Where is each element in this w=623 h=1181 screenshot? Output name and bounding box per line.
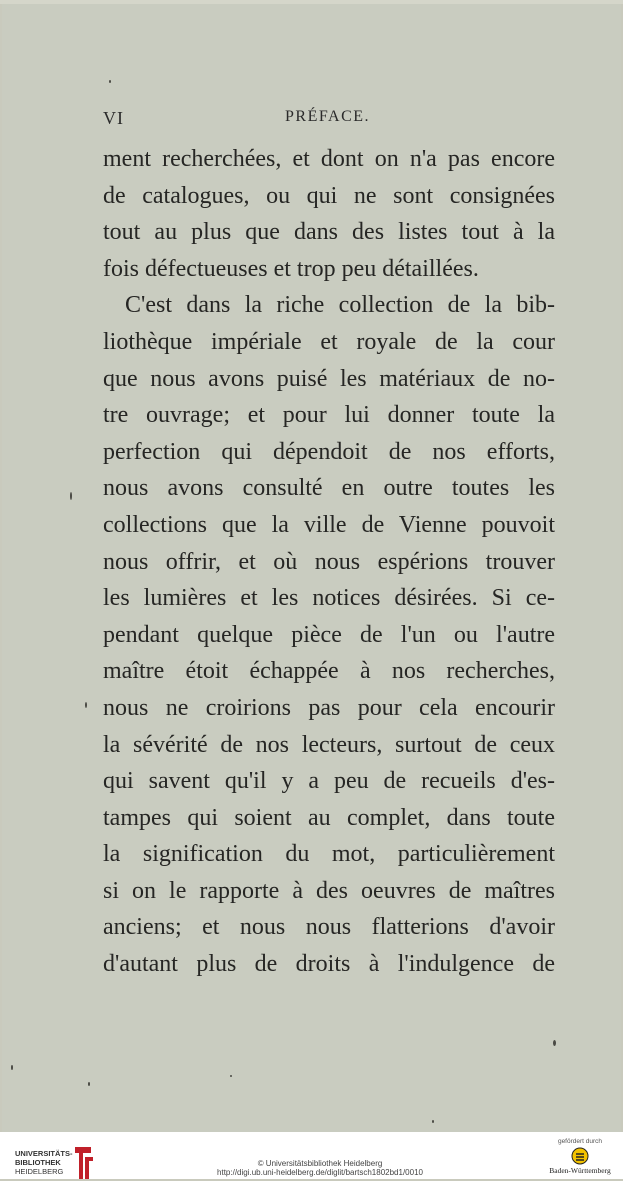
text-line: les lumières et les notices désirées. Si ce- <box>103 585 555 612</box>
library-name-line: BIBLIOTHEK <box>15 1158 61 1167</box>
source-url[interactable]: http://digi.ub.uni-heidelberg.de/diglit/bartsch1802bd1/0010 <box>217 1168 423 1177</box>
text-line: maître étoit échappée à nos recherches, <box>103 658 555 685</box>
footer-bar <box>0 1132 623 1179</box>
text-line: ment recherchées, et dont on n'a pas encore <box>103 146 555 172</box>
text-line: la signification du mot, particulièrement <box>103 841 555 868</box>
funder-name: Baden-Württemberg <box>549 1166 611 1175</box>
text-line: perfection qui dépendoit de nos efforts, <box>103 438 555 465</box>
text-line: collections que la ville de Vienne pouvoit <box>103 511 555 538</box>
body-text <box>103 141 555 983</box>
text-line: de catalogues, ou qui ne sont consignées <box>103 182 555 209</box>
text-line: d'autant plus de droits à l'indulgence de <box>103 951 555 978</box>
text-line: liothèque impériale et royale de la cour <box>103 328 555 355</box>
library-logo[interactable] <box>7 1141 97 1175</box>
text-line: nous ne croirions pas pour cela encourir <box>103 694 555 721</box>
text-line: pendant quelque pièce de l'un ou l'autre <box>103 621 555 648</box>
page-number: VI <box>103 108 124 128</box>
text-line: fois défectueuses et trop peu détaillées. <box>103 255 479 282</box>
text-line: qui savent qu'il y a peu de recueils d'es- <box>103 768 555 795</box>
footer-credit <box>170 1159 470 1177</box>
funder-block <box>540 1138 620 1175</box>
text-line: nous avons consulté en outre toutes les <box>103 475 555 502</box>
page-header <box>103 108 553 132</box>
state-crest-icon <box>571 1147 589 1165</box>
running-title: PRÉFACE. <box>285 108 371 125</box>
text-line: anciens; et nous nous flatterions d'avoir <box>103 914 555 941</box>
text-line: tampes qui soient au complet, dans toute <box>103 804 555 831</box>
text-line: nous offrir, et où nous espérions trouver <box>103 548 555 575</box>
text-line: la sévérité de nos lecteurs, surtout de ceux <box>103 731 555 758</box>
text-line: que nous avons puisé les matériaux de no- <box>103 365 555 392</box>
library-name-line: UNIVERSITÄTS- <box>15 1149 73 1158</box>
library-emblem-icon <box>73 1145 95 1181</box>
copyright-text: © Universitätsbibliothek Heidelberg <box>257 1159 383 1168</box>
text-line: tre ouvrage; et pour lui donner toute la <box>103 402 555 429</box>
text-line: si on le rapporte à des oeuvres de maîtres <box>103 877 555 904</box>
page-top-edge <box>0 0 623 4</box>
library-name-line: HEIDELBERG <box>15 1167 64 1176</box>
text-line: tout au plus que dans des listes tout à la <box>103 219 555 246</box>
funder-label: gefördert durch <box>557 1138 603 1145</box>
text-line: C'est dans la riche collection de la bib- <box>125 292 555 319</box>
